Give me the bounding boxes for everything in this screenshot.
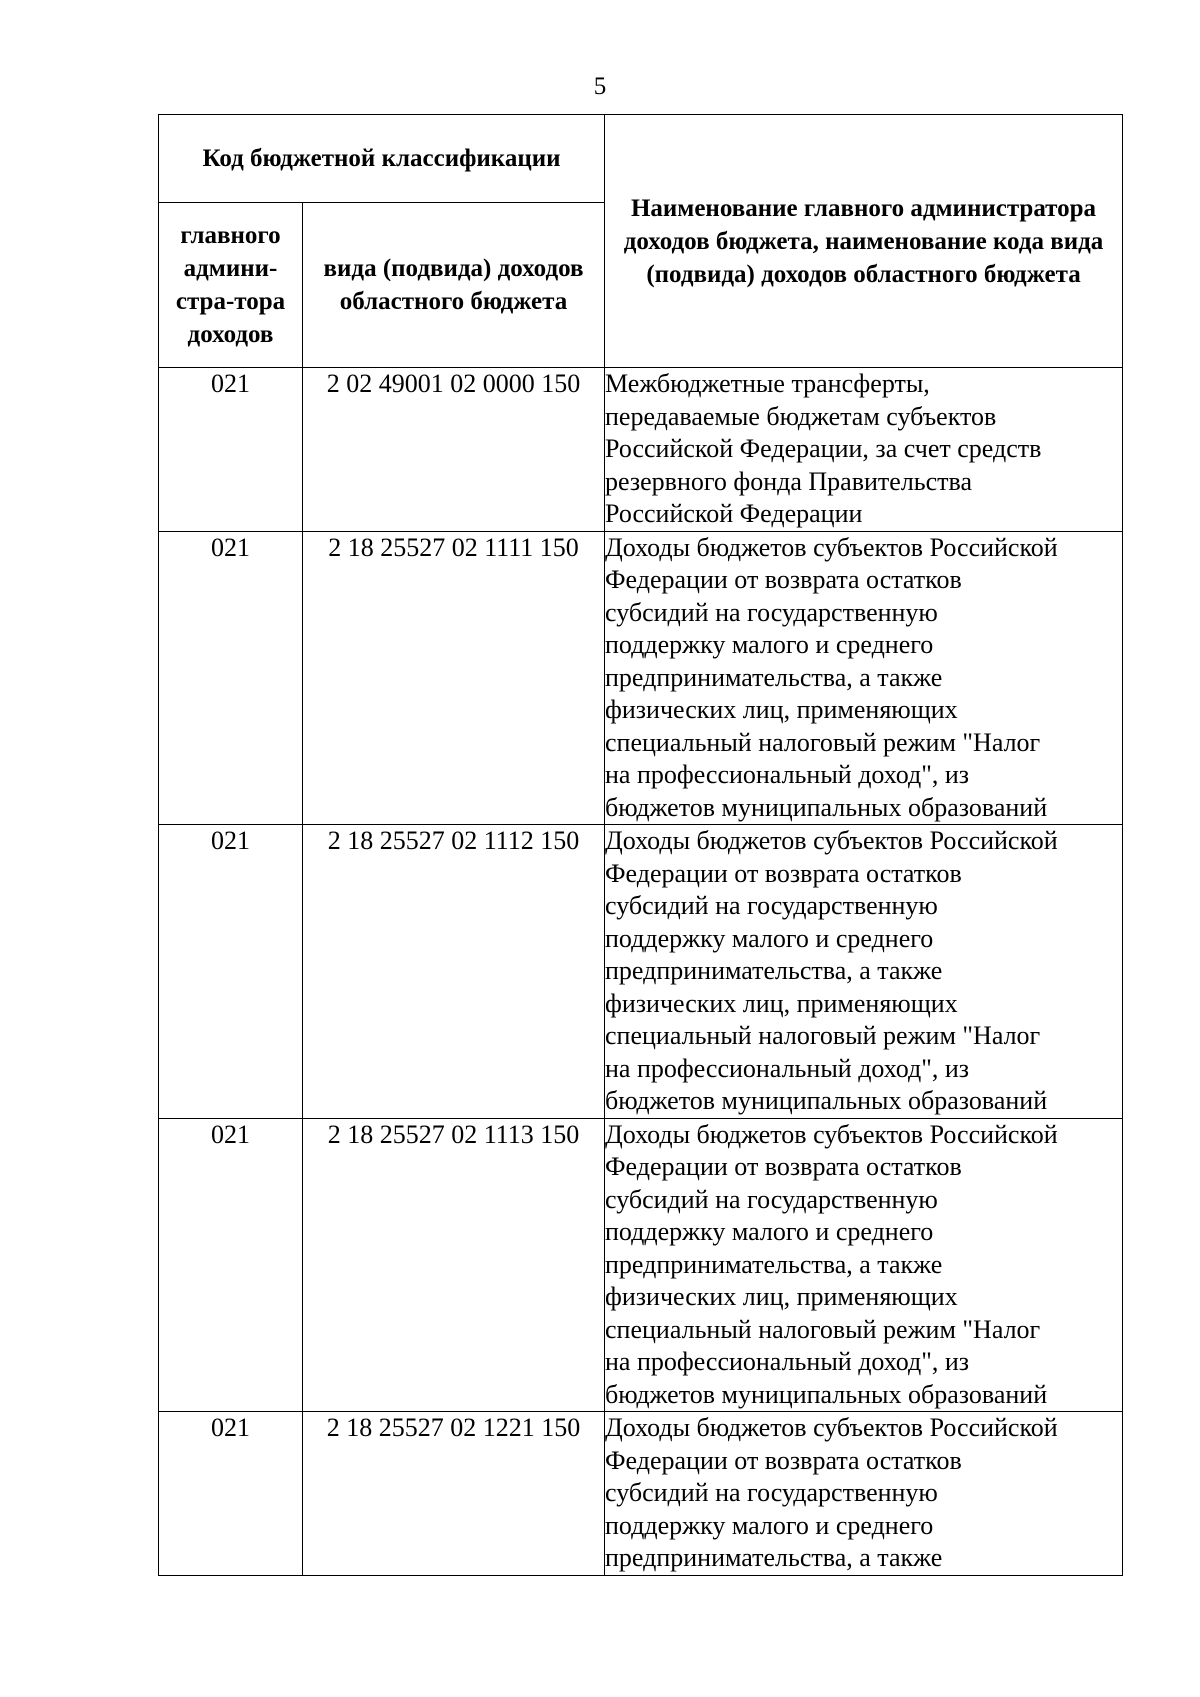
income-code-cell: 2 18 25527 02 1111 150	[303, 531, 605, 825]
income-name-cell: Доходы бюджетов субъектов Российской Федерации от возврата остатков субсидий на государственную поддержку малого и среднего предпринимательства, а также	[605, 1412, 1123, 1576]
header-chief-administrator: главного админи-стра-тора доходов	[159, 203, 303, 368]
income-name-cell: Доходы бюджетов субъектов Российской Федерации от возврата остатков субсидий на государственную поддержку малого и среднего предпринимательства, а также физических лиц, применяющих специальный налоговый режим "Налог на профессиональный доход", из бюджетов муниципальных образований	[605, 825, 1123, 1119]
income-code-cell: 2 02 49001 02 0000 150	[303, 368, 605, 532]
income-name-cell: Доходы бюджетов субъектов Российской Федерации от возврата остатков субсидий на государственную поддержку малого и среднего предпринимательства, а также физических лиц, применяющих специальный налоговый режим "Налог на профессиональный доход", из бюджетов муниципальных образований	[605, 531, 1123, 825]
table-row	[159, 1118, 1123, 1412]
admin-code-cell: 021	[159, 531, 303, 825]
table-row	[159, 368, 1123, 532]
table-row	[159, 825, 1123, 1119]
income-code-cell: 2 18 25527 02 1113 150	[303, 1118, 605, 1412]
header-row-group	[159, 115, 1123, 203]
admin-code-cell: 021	[159, 825, 303, 1119]
table-body	[159, 368, 1123, 1576]
admin-code-cell: 021	[159, 1118, 303, 1412]
income-name-cell: Межбюджетные трансферты, передаваемые бюджетам субъектов Российской Федерации, за счет средств резервного фонда Правительства Российской Федерации	[605, 368, 1123, 532]
income-name-cell: Доходы бюджетов субъектов Российской Федерации от возврата остатков субсидий на государственную поддержку малого и среднего предпринимательства, а также физических лиц, применяющих специальный налоговый режим "Налог на профессиональный доход", из бюджетов муниципальных образований	[605, 1118, 1123, 1412]
table-header	[159, 115, 1123, 368]
income-code-cell: 2 18 25527 02 1221 150	[303, 1412, 605, 1576]
page-number: 5	[593, 73, 607, 100]
admin-code-cell: 021	[159, 1412, 303, 1576]
table-row	[159, 531, 1123, 825]
income-code-cell: 2 18 25527 02 1112 150	[303, 825, 605, 1119]
table-row	[159, 1412, 1123, 1576]
budget-classification-table	[158, 114, 1123, 1576]
header-administrator-name: Наименование главного администратора доходов бюджета, наименование кода вида (подвида) доходов областного бюджета	[605, 115, 1123, 368]
admin-code-cell: 021	[159, 368, 303, 532]
header-income-kind: вида (подвида) доходов областного бюджета	[303, 203, 605, 368]
header-budget-classification-code: Код бюджетной классификации	[159, 115, 605, 203]
